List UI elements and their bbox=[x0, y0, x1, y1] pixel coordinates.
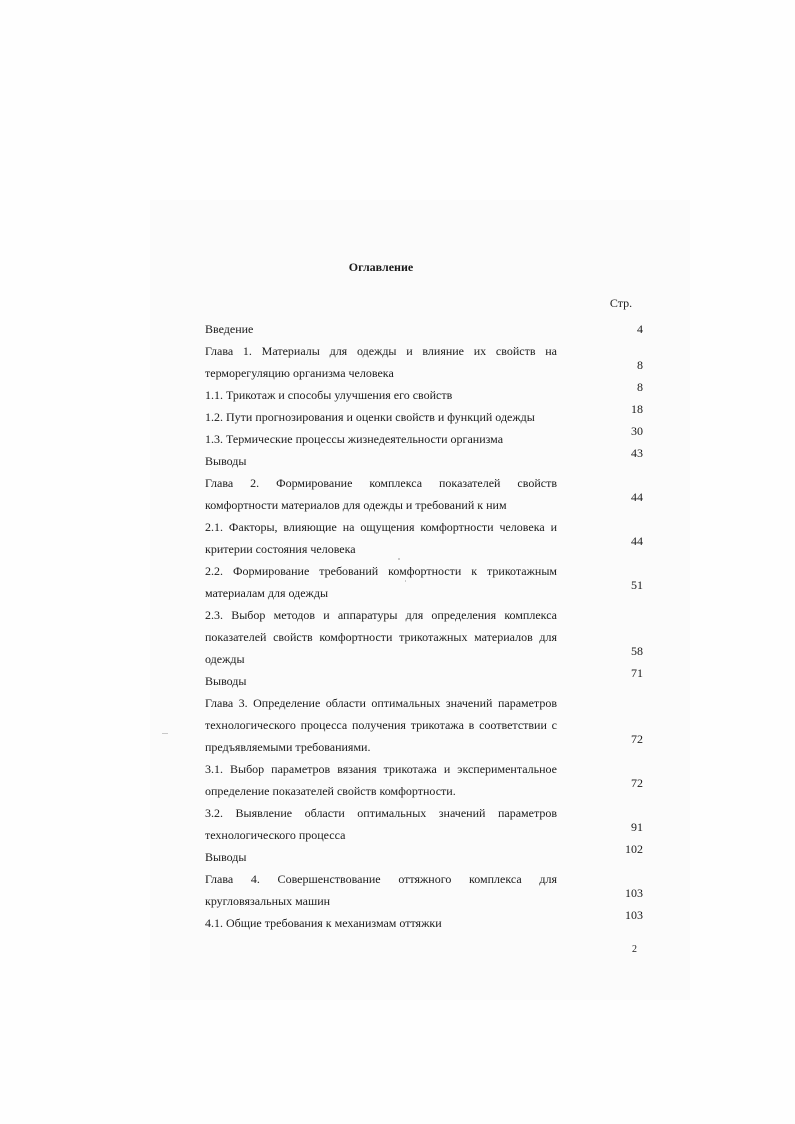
toc-entry-text: Глава 3. Определение области оптимальных значений параметров технологического процесса получения трикотажа в соответствии с предъявляемыми требованиями. bbox=[205, 696, 557, 754]
toc-entry-text: Выводы bbox=[205, 850, 247, 864]
toc-entry-page: 8 bbox=[637, 358, 643, 372]
toc-entry-page: 58 bbox=[631, 644, 643, 658]
toc-entry-page: 30 bbox=[631, 424, 643, 438]
toc-entry-text: 1.2. Пути прогнозирования и оценки свойств и функций одежды bbox=[205, 410, 535, 424]
toc-entry-page: 18 bbox=[631, 402, 643, 416]
toc-entry-text: Выводы bbox=[205, 674, 247, 688]
toc-entry[interactable] bbox=[205, 604, 645, 670]
toc-entry[interactable] bbox=[205, 318, 645, 340]
toc-entry-page: 91 bbox=[631, 820, 643, 834]
toc-entry-text: 1.1. Трикотаж и способы улучшения его свойств bbox=[205, 388, 453, 402]
toc-entry-page: 44 bbox=[631, 534, 643, 548]
toc-entry-page: 44 bbox=[631, 490, 643, 504]
toc-entry-text: 4.1. Общие требования к механизмам оттяжки bbox=[205, 916, 442, 930]
toc-entry[interactable] bbox=[205, 666, 645, 692]
toc-entry-text: Введение bbox=[205, 322, 254, 336]
toc-entry-text: Глава 1. Материалы для одежды и влияние их свойств на терморегуляцию организма человека bbox=[205, 344, 557, 380]
page-column-header: Стр. bbox=[609, 296, 633, 310]
toc-entry-page: 72 bbox=[631, 732, 643, 746]
toc-entry-page: 72 bbox=[631, 776, 643, 790]
toc-entry[interactable] bbox=[205, 472, 645, 516]
toc-entry[interactable] bbox=[205, 908, 645, 934]
toc-entry-page: 103 bbox=[625, 908, 643, 922]
scan-speck bbox=[162, 733, 168, 734]
table-of-contents bbox=[205, 318, 645, 934]
toc-entry-page: 51 bbox=[631, 578, 643, 592]
toc-entry-text: Глава 2. Формирование комплекса показателей свойств комфортности материалов для одежды и требований к ним bbox=[205, 476, 557, 512]
toc-entry-page: 4 bbox=[637, 322, 643, 336]
toc-entry-page: 43 bbox=[631, 446, 643, 460]
toc-entry[interactable] bbox=[205, 758, 645, 802]
toc-entry-page: 8 bbox=[637, 380, 643, 394]
toc-entry-text: 3.1. Выбор параметров вязания трикотажа и экспериментальное определение показателей свойств комфортности. bbox=[205, 762, 557, 798]
toc-entry-text: 1.3. Термические процессы жизнедеятельности организма bbox=[205, 432, 504, 446]
page-number: 2 bbox=[632, 944, 637, 955]
toc-entry-text: 2.3. Выбор методов и аппаратуры для определения комплекса показателей свойств комфортности трикотажных материалов для одежды bbox=[205, 608, 557, 666]
toc-entry-page: 103 bbox=[625, 886, 643, 900]
toc-entry[interactable] bbox=[205, 516, 645, 560]
toc-entry[interactable] bbox=[205, 842, 645, 868]
toc-entry-page: 102 bbox=[625, 842, 643, 856]
toc-entry[interactable] bbox=[205, 446, 645, 472]
toc-entry[interactable] bbox=[205, 560, 645, 604]
toc-entry[interactable] bbox=[205, 692, 645, 758]
toc-title: Оглавление bbox=[348, 260, 414, 274]
toc-entry-text: 2.2. Формирование требований комфортности к трикотажным материалам для одежды bbox=[205, 564, 557, 600]
toc-entry-text: Выводы bbox=[205, 454, 247, 468]
toc-entry-text: 3.2. Выявление области оптимальных значений параметров технологического процесса bbox=[205, 806, 557, 842]
toc-entry-text: 2.1. Факторы, влияющие на ощущения комфортности человека и критерии состояния человека bbox=[205, 520, 557, 556]
toc-entry-text: Глава 4. Совершенствование оттяжного комплекса для кругловязальных машин bbox=[205, 872, 557, 908]
toc-entry-page: 71 bbox=[631, 666, 643, 680]
